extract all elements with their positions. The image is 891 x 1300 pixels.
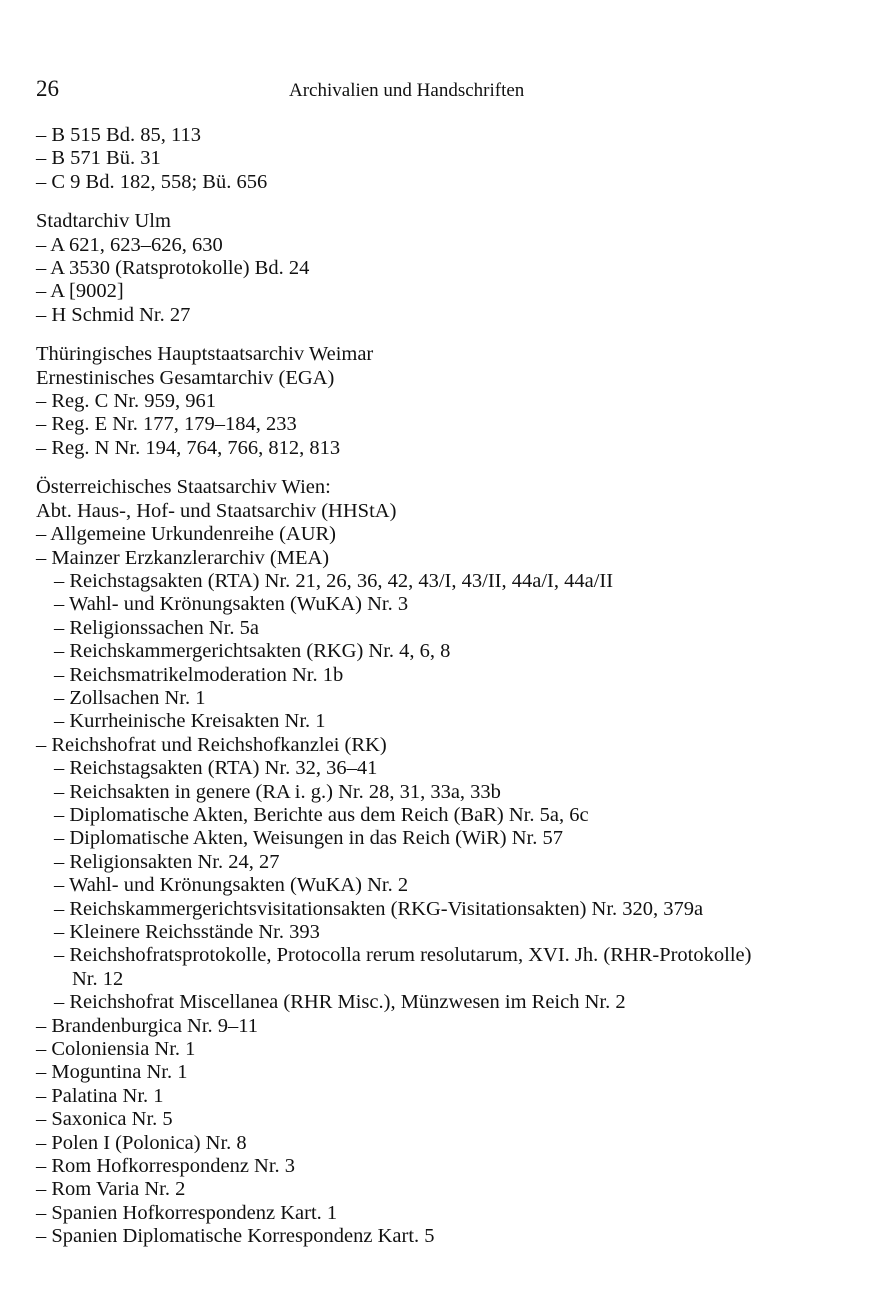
sub-list-item: – Wahl- und Krönungsakten (WuKA) Nr. 2 (54, 874, 409, 897)
list-item: Thüringisches Hauptstaatsarchiv Weimar (36, 343, 374, 366)
list-item: – Rom Hofkorrespondenz Nr. 3 (36, 1155, 296, 1178)
page-header (36, 76, 796, 106)
sub-list-item: – Reichstagsakten (RTA) Nr. 32, 36–41 (54, 757, 378, 780)
list-item: – Reg. N Nr. 194, 764, 766, 812, 813 (36, 436, 341, 459)
running-title: Archivalien und Handschriften (289, 80, 525, 101)
sub-list-item: – Reichstagsakten (RTA) Nr. 21, 26, 36, 42, 43/I, 43/II, 44a/I, 44a/II (54, 569, 614, 592)
list-item: – Palatina Nr. 1 (36, 1084, 164, 1107)
sub-list-item: – Diplomatische Akten, Weisungen in das Reich (WiR) Nr. 57 (54, 827, 563, 850)
archive-section (36, 124, 816, 194)
sub-list-item: – Reichsmatrikelmoderation Nr. 1b (54, 663, 344, 686)
sub-list-item: – Religionssachen Nr. 5a (54, 616, 259, 639)
list-item: – A 621, 623–626, 630 (36, 233, 223, 256)
archive-section (36, 210, 816, 327)
list-item: – A [9002] (36, 280, 124, 303)
list-item: – Spanien Hofkorrespondenz Kart. 1 (36, 1201, 338, 1224)
sub-list-item: – Reichskammergerichtsakten (RKG) Nr. 4, 6, 8 (54, 640, 451, 663)
list-item: – Polen I (Polonica) Nr. 8 (36, 1131, 247, 1154)
list-item: – Coloniensia Nr. 1 (36, 1038, 196, 1061)
list-item: – Rom Varia Nr. 2 (36, 1178, 186, 1201)
list-item: – Brandenburgica Nr. 9–11 (36, 1014, 259, 1037)
list-item: Ernestinisches Gesamtarchiv (EGA) (36, 366, 335, 389)
list-item: Stadtarchiv Ulm (36, 210, 171, 233)
archive-list (36, 124, 816, 1249)
sub-list-item: – Religionsakten Nr. 24, 27 (54, 850, 280, 873)
list-item: – Reg. C Nr. 959, 961 (36, 390, 216, 413)
list-item: – A 3530 (Ratsprotokolle) Bd. 24 (36, 257, 310, 280)
list-item: – C 9 Bd. 182, 558; Bü. 656 (36, 170, 268, 193)
archive-section (36, 476, 816, 1248)
archive-section (36, 343, 816, 460)
list-item: – B 515 Bd. 85, 113 (36, 124, 201, 146)
sub-list-item: – Zollsachen Nr. 1 (54, 686, 206, 709)
sub-list-item: – Reichshofrat Miscellanea (RHR Misc.), Münzwesen im Reich Nr. 2 (54, 991, 626, 1014)
list-item: – Reichshofrat und Reichshofkanzlei (RK) (36, 733, 387, 756)
list-item: Österreichisches Staatsarchiv Wien: (36, 476, 331, 499)
list-item: – H Schmid Nr. 27 (36, 303, 191, 326)
list-item: – Mainzer Erzkanzlerarchiv (MEA) (36, 546, 330, 569)
list-item: – B 571 Bü. 31 (36, 147, 161, 170)
sub-list-item: – Reichshofratsprotokolle, Protocolla rerum resolutarum, XVI. Jh. (RHR-Protokolle) (54, 944, 752, 967)
sub-list-item: – Diplomatische Akten, Berichte aus dem Reich (BaR) Nr. 5a, 6c (54, 803, 589, 826)
sub-list-item: – Kleinere Reichsstände Nr. 393 (54, 921, 320, 943)
list-item: Abt. Haus-, Hof- und Staatsarchiv (HHStA) (36, 499, 397, 522)
page-number: 26 (36, 76, 59, 101)
list-item: – Allgemeine Urkundenreihe (AUR) (36, 523, 337, 546)
sub-list-item: – Kurrheinische Kreisakten Nr. 1 (54, 710, 326, 733)
list-item: – Moguntina Nr. 1 (36, 1061, 188, 1084)
list-item-continuation: Nr. 12 (72, 967, 124, 990)
list-item: – Reg. E Nr. 177, 179–184, 233 (36, 413, 297, 436)
list-item: – Saxonica Nr. 5 (36, 1108, 173, 1131)
list-item: – Spanien Diplomatische Korrespondenz Kart. 5 (36, 1225, 435, 1248)
sub-list-item: – Reichskammergerichtsvisitationsakten (RKG-Visitationsakten) Nr. 320, 379a (54, 897, 704, 920)
sub-list-item: – Reichsakten in genere (RA i. g.) Nr. 28, 31, 33a, 33b (54, 780, 501, 803)
sub-list-item: – Wahl- und Krönungsakten (WuKA) Nr. 3 (54, 593, 409, 616)
